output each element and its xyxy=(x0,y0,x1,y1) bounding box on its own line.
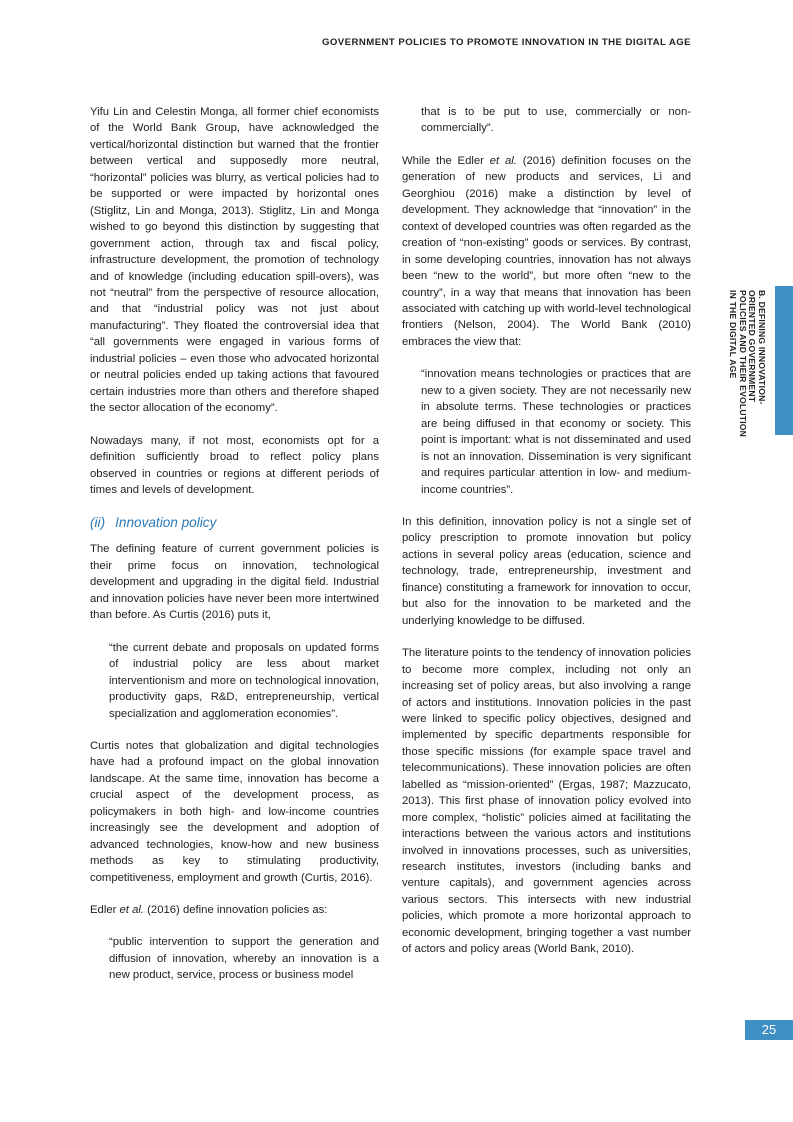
text-run: Edler xyxy=(90,904,120,917)
section-title: Innovation policy xyxy=(115,515,217,531)
block-quote: “the current debate and proposals on updated forms of industrial policy are less about market interventionism and more on technological innovation, productivity gaps, R&D, entrepreneurship, vertical specialization and agglomeration economies”. xyxy=(109,641,379,720)
chapter-side-label-text: B. DEFINING INNOVATION-ORIENTED GOVERNMENT POLICIES AND THEIR EVOLUTION IN THE DIGITAL AGE xyxy=(728,290,767,438)
block-quote-continued: that is to be put to use, commercially or non-commercially”. xyxy=(421,106,691,135)
paragraph: The literature points to the tendency of innovation policies to become more complex, including not only an increasing set of policy areas, but also involving a range of actors and institutions. Innovation policies in the past were linked to specific policy objectives, designed and implemented by specific departments responsible for those specific missions (for example space travel and telecommunications). These innovation policies are often labelled as “mission-oriented” (Ergas, 1987; Mazzucato, 2013). This first phase of innovation policy evolved into more complex, “holistic” policies aimed at facilitating the interactions between the various actors and institutions involved in innovations processes, such as universities, research institutes, investors (including banks and venture capitals), and government agencies across various sectors. This intersects with new industrial policies, which promote a more horizontal approach to economic development, bringing together a vast number of actors and policy areas (World Bank, 2010). xyxy=(402,647,691,956)
paragraph: In this definition, innovation policy is not a single set of policy prescription to promote innovation but policy actions in several policy areas (education, science and technology, trade, entrepreneurship, investment and finance) constituting a framework for innovation to occur, but also for the innovation to be marketed and the underlying knowledge to be diffused. xyxy=(402,515,691,627)
right-column xyxy=(402,104,691,974)
paragraph xyxy=(90,902,379,918)
italic-run: et al. xyxy=(489,154,517,167)
italic-run: et al. xyxy=(119,904,145,917)
left-column xyxy=(90,104,379,1000)
paragraph: The defining feature of current government policies is their prime focus on innovation, technological development and upgrading in the digital field. Industrial and innovation policies have never been more intertwined than before. As Curtis (2016) puts it, xyxy=(90,543,379,622)
paragraph: Curtis notes that globalization and digital technologies have had a profound impact on the global innovation landscape. At the same time, innovation has become a crucial aspect of the development process, as policymakers in both high- and low-income countries increasingly see the development and adoption of advanced technologies, know-how and new business methods as key to stimulating productivity, competitiveness, employment and growth (Curtis, 2016). xyxy=(90,739,379,884)
text-run: (2016) define innovation policies as: xyxy=(144,904,328,917)
section-heading xyxy=(90,514,379,532)
page-number: 25 xyxy=(745,1020,793,1040)
block-quote: “innovation means technologies or practices that are new to a given society. They are not necessarily new in absolute terms. These technologies or practices are being diffused in that economy or society. This point is important: what is not disseminated and used is not an innovation. Dissemination is very significant and requires particular attention in low- and medium-income countries”. xyxy=(421,368,691,496)
section-number: (ii) xyxy=(90,515,106,531)
paragraph xyxy=(402,153,691,350)
block-quote: “public intervention to support the generation and diffusion of innovation, whereby an innovation is a new product, service, process or business model xyxy=(109,936,379,982)
text-run: While the Edler xyxy=(402,154,490,167)
running-header: GOVERNMENT POLICIES TO PROMOTE INNOVATION IN THE DIGITAL AGE xyxy=(321,37,691,48)
paragraph: Yifu Lin and Celestin Monga, all former chief economists of the World Bank Group, have acknowledged the vertical/horizontal distinction but warned that the frontier between vertical and supposedly more neutral, “horizontal” policies was blurry, as vertical policies had to be supported or were impacted by horizontal ones (Stiglitz, Lin and Monga, 2013). Stiglitz, Lin and Monga wished to go beyond this distinction by suggesting that government action, through tax and fiscal policy, infrastructure development, the promotion of technology and of knowledge (including education spill-overs), was not “neutral” from the perspective of resource allocation, and that “industrial policy was not just about manufacturing”. They floated the controversial idea that “all governments were engaged in various forms of industrial policies – even those who advocated horizontal or neutral policies ended up taking actions that favoured certain industries more than others and therefore shaped the sector allocation of the economy”. xyxy=(90,106,379,415)
chapter-side-label xyxy=(730,290,766,438)
chapter-tab-marker xyxy=(775,286,793,435)
paragraph: Nowadays many, if not most, economists opt for a definition sufficiently broad to reflect policy plans observed in countries or regions at different periods of times and levels of development. xyxy=(90,434,379,496)
text-run: (2016) definition focuses on the generation of new products and services, Li and Georghiou (2016) make a distinction by level of development. They acknowledge that “innovation” in the context of developed countries was often regarded as the creation of “non-existing” goods or services. By contrast, in some developing countries, innovation has not always been “new to the world”, but more often “new to the country”, in a way that means that innovation has been associated with catching up with world-level technological frontiers (Nelson, 2004). The World Bank (2010) embraces the view that: xyxy=(402,154,691,348)
